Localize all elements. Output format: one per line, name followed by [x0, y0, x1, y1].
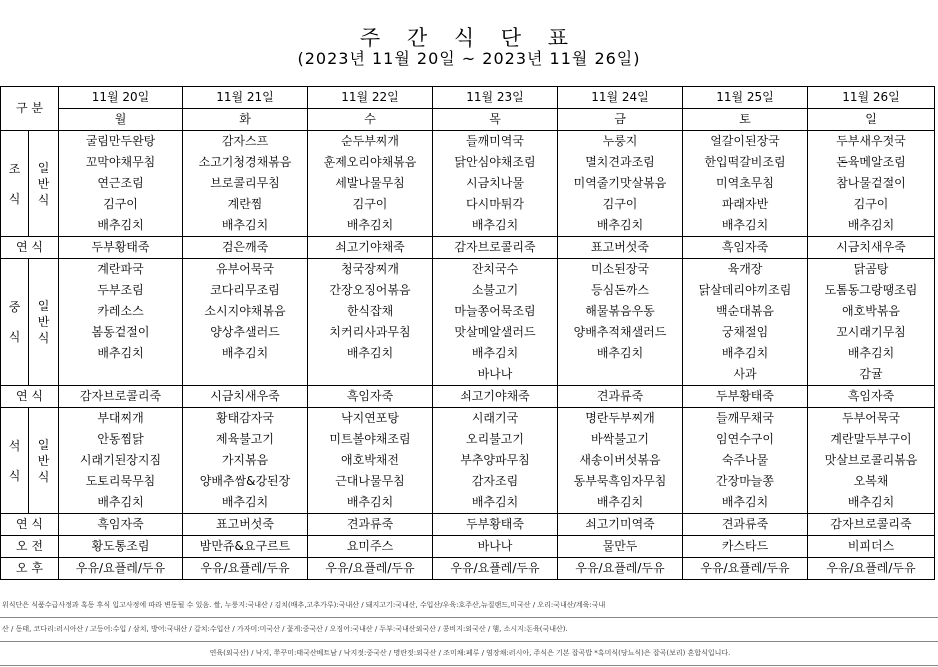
menu-item: 맛살브로콜리볶음	[808, 450, 935, 471]
menu-item: 맛살메알샐러드	[433, 322, 558, 343]
menu-item: 배추김치	[808, 343, 935, 364]
menu-item: 들깨무채국	[683, 408, 808, 430]
menu-item: 순두부찌개	[308, 131, 433, 153]
general-label-char: 반	[37, 453, 50, 468]
menu-item: 감자브로콜리죽	[433, 237, 558, 259]
menu-item: 간장마늘쫑	[683, 471, 808, 492]
menu-item: 새송이버섯볶음	[558, 450, 683, 471]
menu-item: 흑임자죽	[59, 514, 183, 536]
menu-item: 궁채절임	[683, 322, 808, 343]
menu-item: 백순대볶음	[683, 301, 808, 322]
menu-item: 카레소스	[59, 301, 183, 322]
menu-item: 등심돈까스	[558, 280, 683, 301]
menu-item: 밤만쥬&요구르트	[183, 536, 308, 558]
day-header: 금	[558, 109, 683, 131]
meal-label-char: 중	[8, 300, 21, 314]
menu-item: 배추김치	[433, 492, 558, 514]
menu-item: 우유/요플레/두유	[558, 558, 683, 580]
menu-item: 근대나물무침	[308, 471, 433, 492]
menu-item: 배추김치	[183, 492, 308, 514]
menu-item: 한입떡갈비조림	[683, 152, 808, 173]
lunch-snack-label: 연 식	[1, 386, 59, 408]
gubun-header: 구 분	[1, 87, 59, 131]
menu-item: 두부조림	[59, 280, 183, 301]
general-label-char: 반	[37, 315, 50, 329]
date-header: 11월 21일	[183, 87, 308, 109]
menu-item: 닭안심야채조림	[433, 152, 558, 173]
menu-item: 소고기청경채볶음	[183, 152, 308, 173]
page-title: 주 간 식 단 표	[359, 26, 579, 50]
menu-item: 요미주스	[308, 536, 433, 558]
menu-item: 치커리사과무침	[308, 322, 433, 343]
dinner-snack-label: 연 식	[1, 514, 59, 536]
menu-item: 배추김치	[308, 343, 433, 364]
menu-item: 미역초무침	[683, 173, 808, 194]
menu-item: 배추김치	[59, 215, 183, 237]
note-line: 산 / 동태, 코다리:러시아산 / 고등어:수입 / 삼치, 방어:국내산 / 갈치:수입산 / 가자미:미국산 / 꽃게:중국산 / 오징어:국내산 / 두부:국내산외국산 / 콩비지:외국산 / 햄, 소시지:돈육(국내산).	[0, 618, 938, 642]
menu-item: 배추김치	[808, 215, 935, 237]
menu-item: 얼갈이된장국	[683, 131, 808, 153]
menu-item: 도토리묵무침	[59, 471, 183, 492]
menu-item: 배추김치	[59, 343, 183, 364]
menu-item: 시래기국	[433, 408, 558, 430]
menu-item: 배추김치	[433, 215, 558, 237]
meal-label-char: 조	[8, 161, 21, 176]
pm-snack-label: 오 후	[1, 558, 59, 580]
menu-item: 쇠고기야채죽	[308, 237, 433, 259]
menu-item: 브로콜리무침	[183, 173, 308, 194]
menu-item: 비피더스	[808, 536, 935, 558]
menu-item: 소불고기	[433, 280, 558, 301]
menu-item: 유부어묵국	[183, 259, 308, 281]
menu-item: 시금치새우죽	[808, 237, 935, 259]
menu-item: 배추김치	[683, 215, 808, 237]
menu-item: 바나나	[433, 364, 558, 386]
menu-item: 흑임자죽	[308, 386, 433, 408]
menu-item: 꼬막야채무침	[59, 152, 183, 173]
menu-item: 김구이	[808, 194, 935, 215]
menu-item: 배추김치	[308, 492, 433, 514]
menu-item: 표고버섯죽	[558, 237, 683, 259]
menu-item: 마늘쫑어묵조림	[433, 301, 558, 322]
menu-item: 연근조림	[59, 173, 183, 194]
menu-item: 숙주나물	[683, 450, 808, 471]
menu-item: 안동찜닭	[59, 429, 183, 450]
menu-item: 우유/요플레/두유	[59, 558, 183, 580]
menu-item: 시래기된장지짐	[59, 450, 183, 471]
menu-item: 멸치견과조림	[558, 152, 683, 173]
menu-item: 시금치새우죽	[183, 386, 308, 408]
menu-item: 임연수구이	[683, 429, 808, 450]
menu-item: 표고버섯죽	[183, 514, 308, 536]
menu-item	[59, 364, 183, 386]
meal-label-char: 식	[8, 330, 21, 344]
menu-item: 감자조림	[433, 471, 558, 492]
menu-item: 오복채	[808, 471, 935, 492]
menu-item: 배추김치	[183, 343, 308, 364]
menu-item: 우유/요플레/두유	[308, 558, 433, 580]
note-line: 연육(외국산) / 낙지, 쭈꾸미:태국산베트남 / 낙지젓:중국산 / 명란젓:외국산 / 조미채:페루 / 염장채:러시아, 주식은 기본 잡곡밥 *흑미식(당뇨식)은 잡곡(보리) 혼합식입니다.	[0, 642, 938, 666]
menu-item: 두부황태죽	[683, 386, 808, 408]
breakfast-label	[1, 131, 29, 237]
day-header: 수	[308, 109, 433, 131]
general-label-char: 일	[37, 299, 50, 313]
menu-item: 황태감자국	[183, 408, 308, 430]
menu-item: 계란파국	[59, 259, 183, 281]
date-header: 11월 26일	[808, 87, 935, 109]
menu-item: 양상추샐러드	[183, 322, 308, 343]
menu-item: 두부새우젓국	[808, 131, 935, 153]
menu-item: 쇠고기야채죽	[433, 386, 558, 408]
menu-item	[308, 364, 433, 386]
menu-item: 계란찜	[183, 194, 308, 215]
general-label-char: 식	[37, 331, 50, 345]
am-snack-label: 오 전	[1, 536, 59, 558]
menu-item: 육개장	[683, 259, 808, 281]
menu-item: 다시마튀각	[433, 194, 558, 215]
menu-item: 배추김치	[808, 492, 935, 514]
menu-item: 제육불고기	[183, 429, 308, 450]
general-label-char: 반	[37, 176, 50, 191]
menu-item	[558, 364, 683, 386]
menu-item: 배추김치	[558, 343, 683, 364]
menu-item: 감자브로콜리죽	[59, 386, 183, 408]
menu-item: 훈제오리야채볶음	[308, 152, 433, 173]
menu-item: 두부어묵국	[808, 408, 935, 430]
menu-item: 한식잡채	[308, 301, 433, 322]
menu-item: 들깨미역국	[433, 131, 558, 153]
dinner-label	[1, 408, 29, 514]
menu-item: 애호박볶음	[808, 301, 935, 322]
note-line: 위식단은 식품수급사정과 혹동 후식 입고사정에 따라 변동될 수 있음. 쌀, 누룽지:국내산 / 김치(배추,고추가루):국내산 / 돼지고기:국내산, 수입산/우육:호주산,뉴질랜드,미국산 / 오리:국내산/계육:국내	[0, 594, 938, 618]
menu-item: 카스타드	[683, 536, 808, 558]
menu-item: 소시지야채볶음	[183, 301, 308, 322]
menu-item: 물만두	[558, 536, 683, 558]
general-label-char: 일	[37, 437, 50, 452]
menu-item: 닭살데리야끼조림	[683, 280, 808, 301]
menu-item: 배추김치	[683, 492, 808, 514]
general-label-char: 식	[37, 192, 50, 207]
menu-item: 배추김치	[683, 343, 808, 364]
menu-item: 돈육메알조림	[808, 152, 935, 173]
origin-notes	[0, 594, 938, 666]
menu-item: 꼬시래기무침	[808, 322, 935, 343]
menu-item: 부추양파무침	[433, 450, 558, 471]
general-diet-label	[29, 131, 59, 237]
menu-item: 잔치국수	[433, 259, 558, 281]
menu-item: 닭곰탕	[808, 259, 935, 281]
menu-item: 해물볶음우동	[558, 301, 683, 322]
menu-item: 견과류죽	[558, 386, 683, 408]
menu-item: 오리불고기	[433, 429, 558, 450]
menu-item: 도톰동그랑땡조림	[808, 280, 935, 301]
day-header: 토	[683, 109, 808, 131]
breakfast-snack-label: 연 식	[1, 237, 59, 259]
menu-item: 검은깨죽	[183, 237, 308, 259]
menu-item: 애호박채전	[308, 450, 433, 471]
menu-item: 배추김치	[59, 492, 183, 514]
menu-item: 견과류죽	[308, 514, 433, 536]
date-header: 11월 25일	[683, 87, 808, 109]
period-subtitle: (2023년 11월 20일 ~ 2023년 11월 26일)	[297, 49, 641, 68]
menu-item: 누룽지	[558, 131, 683, 153]
menu-item: 계란말두부구이	[808, 429, 935, 450]
menu-item: 미소된장국	[558, 259, 683, 281]
menu-item: 세발나물무침	[308, 173, 433, 194]
menu-item: 우유/요플레/두유	[808, 558, 935, 580]
menu-item: 감자브로콜리죽	[808, 514, 935, 536]
day-header: 일	[808, 109, 935, 131]
day-header: 화	[183, 109, 308, 131]
menu-item: 미역줄기맛살볶음	[558, 173, 683, 194]
menu-item: 청국장찌개	[308, 259, 433, 281]
date-header: 11월 22일	[308, 87, 433, 109]
menu-item: 김구이	[59, 194, 183, 215]
menu-item: 견과류죽	[683, 514, 808, 536]
menu-item: 쇠고기미역죽	[558, 514, 683, 536]
day-header: 목	[433, 109, 558, 131]
general-label-char: 식	[37, 469, 50, 484]
menu-item: 흑임자죽	[683, 237, 808, 259]
menu-item: 배추김치	[558, 492, 683, 514]
menu-item: 황도통조림	[59, 536, 183, 558]
menu-item: 파래자반	[683, 194, 808, 215]
menu-item: 시금치나물	[433, 173, 558, 194]
menu-item: 흑임자죽	[808, 386, 935, 408]
menu-item: 배추김치	[433, 343, 558, 364]
menu-item: 배추김치	[183, 215, 308, 237]
menu-item: 바나나	[433, 536, 558, 558]
general-label-char: 일	[37, 160, 50, 175]
menu-item: 부대찌개	[59, 408, 183, 430]
lunch-label	[1, 259, 29, 386]
menu-item: 간장오징어볶음	[308, 280, 433, 301]
menu-item	[183, 364, 308, 386]
meal-label-char: 식	[8, 468, 21, 483]
general-diet-label	[29, 408, 59, 514]
menu-item: 김구이	[308, 194, 433, 215]
menu-item: 바싹불고기	[558, 429, 683, 450]
menu-item: 가지볶음	[183, 450, 308, 471]
menu-item: 두부황태죽	[433, 514, 558, 536]
menu-item: 코다리무조림	[183, 280, 308, 301]
menu-item: 양배추적채샐러드	[558, 322, 683, 343]
menu-item: 양배추쌈&강된장	[183, 471, 308, 492]
menu-item: 미트볼야채조림	[308, 429, 433, 450]
menu-item: 봄동겉절이	[59, 322, 183, 343]
menu-item: 동부묵흑임자무침	[558, 471, 683, 492]
menu-item: 우유/요플레/두유	[183, 558, 308, 580]
menu-item: 감자스프	[183, 131, 308, 153]
menu-item: 굴림만두완탕	[59, 131, 183, 153]
menu-item: 참나물겉절이	[808, 173, 935, 194]
date-header: 11월 23일	[433, 87, 558, 109]
date-header: 11월 20일	[59, 87, 183, 109]
day-header: 월	[59, 109, 183, 131]
general-diet-label	[29, 259, 59, 386]
menu-item: 김구이	[558, 194, 683, 215]
menu-item: 낙지연포탕	[308, 408, 433, 430]
menu-item: 두부황태죽	[59, 237, 183, 259]
menu-item: 우유/요플레/두유	[683, 558, 808, 580]
weekly-menu-table	[0, 86, 935, 580]
date-header: 11월 24일	[558, 87, 683, 109]
menu-item: 우유/요플레/두유	[433, 558, 558, 580]
menu-item: 사과	[683, 364, 808, 386]
menu-item: 배추김치	[308, 215, 433, 237]
menu-item: 명란두부찌개	[558, 408, 683, 430]
meal-label-char: 석	[8, 438, 21, 453]
menu-item: 배추김치	[558, 215, 683, 237]
meal-label-char: 식	[8, 191, 21, 206]
menu-item: 감귤	[808, 364, 935, 386]
